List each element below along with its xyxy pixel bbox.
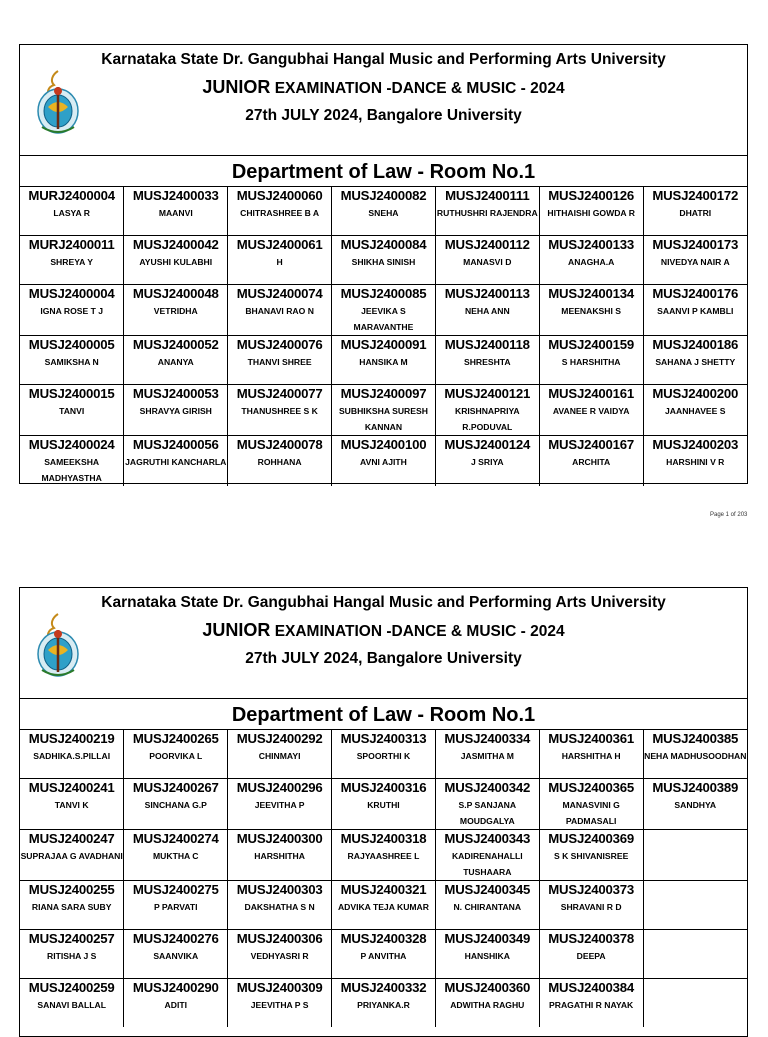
candidate-name: CHITRASHREE B A bbox=[240, 208, 320, 218]
seat-cell bbox=[20, 336, 124, 385]
candidate-name: TANVI K bbox=[54, 800, 89, 810]
candidate-name: LASYA R bbox=[53, 208, 90, 218]
registration-number: MUSJ2400082 bbox=[340, 188, 427, 203]
registration-number: MUSJ2400004 bbox=[28, 286, 115, 301]
exam-level: JUNIOR bbox=[202, 77, 271, 97]
page-header bbox=[20, 588, 747, 699]
seat-cell bbox=[20, 830, 124, 881]
seating-table bbox=[20, 730, 747, 1027]
registration-number: MUSJ2400241 bbox=[28, 780, 115, 795]
candidate-name: ANAGHA.A bbox=[567, 257, 615, 267]
registration-number: MUSJ2400384 bbox=[548, 980, 635, 995]
seat-cell bbox=[332, 236, 436, 285]
candidate-name: SUPRAJAA G AVADHANI bbox=[20, 851, 123, 861]
seat-cell bbox=[643, 830, 747, 881]
seat-cell bbox=[332, 881, 436, 930]
candidate-name: MUKTHA C bbox=[153, 851, 199, 861]
page-number: Page 1 of 203 bbox=[710, 512, 748, 518]
seat-cell bbox=[539, 730, 643, 779]
seat-cell bbox=[643, 436, 747, 487]
candidate-name: NIVEDYA NAIR A bbox=[660, 257, 730, 267]
candidate-name: S HARSHITHA bbox=[561, 357, 621, 367]
registration-number: MUSJ2400343 bbox=[444, 831, 531, 846]
candidate-name: S K SHIVANISREE bbox=[553, 851, 629, 861]
candidate-name: DHATRI bbox=[679, 208, 712, 218]
seat-cell bbox=[539, 285, 643, 336]
registration-number: MUSJ2400091 bbox=[340, 337, 427, 352]
exam-title-line bbox=[20, 77, 747, 98]
seat-cell bbox=[228, 436, 332, 487]
registration-number: MUSJ2400112 bbox=[444, 237, 530, 252]
candidate-name: SHRAVYA GIRISH bbox=[139, 406, 212, 416]
registration-number: MUSJ2400056 bbox=[132, 437, 219, 452]
registration-number: MUSJ2400276 bbox=[132, 931, 219, 946]
registration-number: MUSJ2400005 bbox=[28, 337, 115, 352]
registration-number: MUSJ2400134 bbox=[548, 286, 635, 301]
seat-cell bbox=[124, 285, 228, 336]
registration-number: MUSJ2400334 bbox=[444, 731, 531, 746]
seat-cell bbox=[124, 730, 228, 779]
seat-cell bbox=[228, 779, 332, 830]
registration-number: MUSJ2400306 bbox=[236, 931, 323, 946]
candidate-name: SHRESHTA bbox=[463, 357, 511, 367]
registration-number: MUSJ2400052 bbox=[132, 337, 219, 352]
registration-number: MUSJ2400296 bbox=[236, 780, 323, 795]
seat-cell bbox=[643, 930, 747, 979]
candidate-name: VEDHYASRI R bbox=[250, 951, 309, 961]
seat-cell bbox=[20, 881, 124, 930]
seat-cell bbox=[435, 830, 539, 881]
seat-cell bbox=[539, 881, 643, 930]
candidate-name: J SRIYA bbox=[470, 457, 504, 467]
seat-cell bbox=[20, 779, 124, 830]
registration-number: MUSJ2400318 bbox=[340, 831, 427, 846]
table-row bbox=[20, 187, 747, 236]
registration-number: MUSJ2400373 bbox=[548, 882, 635, 897]
registration-number: MUSJ2400360 bbox=[444, 980, 531, 995]
university-name: Karnataka State Dr. Gangubhai Hangal Music and Performing Arts University bbox=[101, 51, 666, 68]
seat-cell bbox=[20, 730, 124, 779]
seat-cell bbox=[20, 385, 124, 436]
exam-date-venue: 27th JULY 2024, Bangalore University bbox=[245, 650, 522, 667]
registration-number: MUSJ2400332 bbox=[340, 980, 427, 995]
registration-number: MUSJ2400200 bbox=[652, 386, 739, 401]
seat-cell bbox=[20, 436, 124, 487]
exam-title: EXAMINATION -DANCE & MUSIC - 2024 bbox=[274, 623, 565, 640]
exam-level: JUNIOR bbox=[202, 620, 271, 640]
candidate-name: ANANYA bbox=[157, 357, 194, 367]
seating-table bbox=[20, 187, 747, 486]
candidate-name: SAMIKSHA N bbox=[44, 357, 99, 367]
page-2 bbox=[19, 587, 748, 1037]
page-1 bbox=[19, 44, 748, 484]
seat-cell bbox=[435, 730, 539, 779]
seat-cell bbox=[643, 979, 747, 1028]
registration-number: MUSJ2400255 bbox=[28, 882, 115, 897]
registration-number: MUSJ2400257 bbox=[28, 931, 115, 946]
department-room-title: Department of Law - Room No.1 bbox=[20, 156, 747, 187]
registration-number: MUSJ2400369 bbox=[548, 831, 635, 846]
seat-cell bbox=[124, 830, 228, 881]
registration-number: MURJ2400011 bbox=[28, 237, 115, 252]
registration-number: MUSJ2400173 bbox=[652, 237, 739, 252]
registration-number: MUSJ2400061 bbox=[236, 237, 323, 252]
registration-number: MUSJ2400161 bbox=[548, 386, 635, 401]
seat-cell bbox=[228, 385, 332, 436]
candidate-name: H bbox=[276, 257, 283, 267]
registration-number: MUSJ2400048 bbox=[132, 286, 219, 301]
page-header bbox=[20, 45, 747, 156]
candidate-name: SHIKHA SINISH bbox=[351, 257, 416, 267]
candidate-name: NEHA MADHUSOODHAN bbox=[644, 751, 747, 761]
seat-cell bbox=[332, 385, 436, 436]
seat-cell bbox=[332, 436, 436, 487]
table-row bbox=[20, 830, 747, 881]
registration-number: MUSJ2400133 bbox=[548, 237, 635, 252]
registration-number: MUSJ2400077 bbox=[236, 386, 323, 401]
registration-number: MUSJ2400259 bbox=[28, 980, 115, 995]
seat-cell bbox=[435, 187, 539, 236]
registration-number: MUSJ2400292 bbox=[236, 731, 323, 746]
seat-cell bbox=[124, 187, 228, 236]
registration-number: MUSJ2400124 bbox=[444, 437, 531, 452]
candidate-name: RAJYAASHREE L bbox=[347, 851, 420, 861]
seat-cell bbox=[539, 336, 643, 385]
candidate-name: PRIYANKA.R bbox=[357, 1000, 410, 1010]
candidate-name: MANASVI D bbox=[463, 257, 512, 267]
table-row bbox=[20, 336, 747, 385]
candidate-name: ARCHITA bbox=[572, 457, 611, 467]
registration-number: MUSJ2400267 bbox=[132, 780, 219, 795]
seat-cell bbox=[124, 385, 228, 436]
seat-cell bbox=[20, 236, 124, 285]
candidate-name: MANASVINI G PADMASALI bbox=[562, 800, 620, 826]
seat-cell bbox=[124, 336, 228, 385]
candidate-name: SHREYA Y bbox=[50, 257, 93, 267]
registration-number: MUSJ2400247 bbox=[28, 831, 115, 846]
candidate-name: KRUTHI bbox=[367, 800, 400, 810]
registration-number: MUSJ2400309 bbox=[236, 980, 323, 995]
seat-cell bbox=[539, 385, 643, 436]
registration-number: MUSJ2400085 bbox=[340, 286, 427, 301]
registration-number: MUSJ2400385 bbox=[652, 731, 739, 746]
candidate-name: SNEHA bbox=[368, 208, 399, 218]
seat-cell bbox=[228, 930, 332, 979]
seat-cell bbox=[643, 336, 747, 385]
seat-cell bbox=[332, 830, 436, 881]
seat-cell bbox=[332, 930, 436, 979]
candidate-name: HITHAISHI GOWDA R bbox=[547, 208, 635, 218]
seat-cell bbox=[228, 730, 332, 779]
seat-cell bbox=[643, 730, 747, 779]
candidate-name: ROHHANA bbox=[257, 457, 302, 467]
table-row bbox=[20, 730, 747, 779]
registration-number: MUSJ2400084 bbox=[340, 237, 427, 252]
registration-number: MUSJ2400118 bbox=[444, 337, 530, 352]
registration-number: MUSJ2400321 bbox=[340, 882, 427, 897]
candidate-name: HARSHINI V R bbox=[666, 457, 725, 467]
candidate-name: JASMITHA M bbox=[460, 751, 514, 761]
candidate-name: P ANVITHA bbox=[360, 951, 407, 961]
seat-cell bbox=[435, 979, 539, 1028]
candidate-name: MEENAKSHI S bbox=[561, 306, 621, 316]
seat-cell bbox=[228, 881, 332, 930]
candidate-name: SAANVI P KAMBLI bbox=[657, 306, 734, 316]
registration-number: MUSJ2400060 bbox=[236, 188, 323, 203]
registration-number: MUSJ2400078 bbox=[236, 437, 323, 452]
registration-number: MUSJ2400033 bbox=[132, 188, 219, 203]
registration-number: MUSJ2400378 bbox=[548, 931, 635, 946]
exam-title: EXAMINATION -DANCE & MUSIC - 2024 bbox=[274, 80, 565, 97]
candidate-name: TANVI bbox=[59, 406, 85, 416]
seat-cell bbox=[435, 779, 539, 830]
candidate-name: SAMEEKSHA MADHYASTHA bbox=[41, 457, 102, 483]
candidate-name: POORVIKA L bbox=[149, 751, 203, 761]
table-row bbox=[20, 236, 747, 285]
registration-number: MUSJ2400126 bbox=[548, 188, 635, 203]
seat-cell bbox=[20, 285, 124, 336]
seat-cell bbox=[124, 779, 228, 830]
seat-cell bbox=[124, 236, 228, 285]
seat-cell bbox=[643, 881, 747, 930]
registration-number: MUSJ2400186 bbox=[652, 337, 739, 352]
table-row bbox=[20, 385, 747, 436]
table-row bbox=[20, 285, 747, 336]
candidate-name: SADHIKA.S.PILLAI bbox=[33, 751, 111, 761]
seat-cell bbox=[643, 779, 747, 830]
seat-cell bbox=[228, 187, 332, 236]
registration-number: MUSJ2400275 bbox=[132, 882, 219, 897]
candidate-name: ADWITHA RAGHU bbox=[450, 1000, 525, 1010]
candidate-name: DAKSHATHA S N bbox=[244, 902, 315, 912]
candidate-name: HARSHITHA bbox=[254, 851, 305, 861]
registration-number: MUSJ2400303 bbox=[236, 882, 323, 897]
candidate-name: HARSHITHA H bbox=[561, 751, 621, 761]
seat-cell bbox=[332, 187, 436, 236]
registration-number: MUSJ2400365 bbox=[548, 780, 635, 795]
registration-number: MUSJ2400265 bbox=[132, 731, 219, 746]
seat-cell bbox=[228, 336, 332, 385]
candidate-name: PRAGATHI R NAYAK bbox=[549, 1000, 634, 1010]
candidate-name: NEHA ANN bbox=[464, 306, 510, 316]
registration-number: MUSJ2400074 bbox=[236, 286, 323, 301]
exam-date-venue: 27th JULY 2024, Bangalore University bbox=[245, 107, 522, 124]
registration-number: MUSJ2400176 bbox=[652, 286, 739, 301]
seat-cell bbox=[435, 236, 539, 285]
candidate-name: KRISHNAPRIYA R.PODUVAL bbox=[454, 406, 520, 432]
registration-number: MUSJ2400345 bbox=[444, 882, 531, 897]
table-row bbox=[20, 436, 747, 487]
seat-cell bbox=[539, 830, 643, 881]
registration-number: MUSJ2400274 bbox=[132, 831, 219, 846]
candidate-name: SINCHANA G.P bbox=[144, 800, 207, 810]
seat-cell bbox=[228, 979, 332, 1028]
candidate-name: P PARVATI bbox=[153, 902, 198, 912]
registration-number: MUSJ2400349 bbox=[444, 931, 531, 946]
candidate-name: CHINMAYI bbox=[258, 751, 301, 761]
candidate-name: AVNI AJITH bbox=[360, 457, 407, 467]
table-row bbox=[20, 979, 747, 1028]
candidate-name: MAANVI bbox=[158, 208, 193, 218]
exam-title-line bbox=[20, 620, 747, 641]
candidate-name: DEEPA bbox=[576, 951, 606, 961]
department-room-title: Department of Law - Room No.1 bbox=[20, 699, 747, 730]
registration-number: MUSJ2400389 bbox=[652, 780, 739, 795]
registration-number: MUSJ2400219 bbox=[28, 731, 115, 746]
registration-number: MURJ2400004 bbox=[28, 188, 115, 203]
registration-number: MUSJ2400290 bbox=[132, 980, 219, 995]
registration-number: MUSJ2400159 bbox=[548, 337, 635, 352]
seat-cell bbox=[643, 236, 747, 285]
candidate-name: ADITI bbox=[164, 1000, 187, 1010]
seat-cell bbox=[435, 336, 539, 385]
candidate-name: SANAVI BALLAL bbox=[37, 1000, 106, 1010]
university-name: Karnataka State Dr. Gangubhai Hangal Music and Performing Arts University bbox=[101, 594, 666, 611]
seat-cell bbox=[539, 436, 643, 487]
candidate-name: AVANEE R VAIDYA bbox=[552, 406, 630, 416]
candidate-name: SAHANA J SHETTY bbox=[655, 357, 736, 367]
candidate-name: SPOORTHI K bbox=[356, 751, 411, 761]
registration-number: MUSJ2400015 bbox=[28, 386, 115, 401]
seat-cell bbox=[539, 930, 643, 979]
registration-number: MUSJ2400053 bbox=[132, 386, 219, 401]
candidate-name: RUTHUSHRI RAJENDRA bbox=[436, 208, 538, 218]
registration-number: MUSJ2400121 bbox=[444, 386, 531, 401]
candidate-name: S.P SANJANA MOUDGALYA bbox=[458, 800, 517, 826]
registration-number: MUSJ2400113 bbox=[444, 286, 530, 301]
seat-cell bbox=[435, 930, 539, 979]
seat-cell bbox=[539, 979, 643, 1028]
candidate-name: SHRAVANI R D bbox=[560, 902, 622, 912]
candidate-name: THANUSHREE S K bbox=[241, 406, 318, 416]
registration-number: MUSJ2400111 bbox=[445, 188, 530, 203]
candidate-name: HANSIKA M bbox=[359, 357, 408, 367]
table-row bbox=[20, 881, 747, 930]
candidate-name: JAANHAVEE S bbox=[665, 406, 726, 416]
seat-cell bbox=[435, 436, 539, 487]
candidate-name: THANVI SHREE bbox=[247, 357, 312, 367]
seat-cell bbox=[332, 730, 436, 779]
candidate-name: IGNA ROSE T J bbox=[40, 306, 104, 316]
seat-cell bbox=[332, 979, 436, 1028]
registration-number: MUSJ2400097 bbox=[340, 386, 427, 401]
registration-number: MUSJ2400300 bbox=[236, 831, 323, 846]
seat-cell bbox=[332, 285, 436, 336]
candidate-name: KADIRENAHALLI TUSHAARA bbox=[451, 851, 523, 877]
registration-number: MUSJ2400167 bbox=[548, 437, 635, 452]
candidate-name: AYUSHI KULABHI bbox=[139, 257, 213, 267]
registration-number: MUSJ2400361 bbox=[548, 731, 635, 746]
seat-cell bbox=[643, 385, 747, 436]
table-row bbox=[20, 930, 747, 979]
candidate-name: SUBHIKSHA SURESH KANNAN bbox=[338, 406, 428, 432]
registration-number: MUSJ2400342 bbox=[444, 780, 531, 795]
seat-cell bbox=[332, 336, 436, 385]
seat-cell bbox=[539, 187, 643, 236]
seat-cell bbox=[228, 236, 332, 285]
seat-cell bbox=[539, 236, 643, 285]
seat-cell bbox=[435, 881, 539, 930]
seat-cell bbox=[20, 187, 124, 236]
candidate-name: JEEVITHA P bbox=[254, 800, 305, 810]
seat-cell bbox=[643, 187, 747, 236]
registration-number: MUSJ2400172 bbox=[652, 188, 739, 203]
registration-number: MUSJ2400316 bbox=[340, 780, 427, 795]
seat-cell bbox=[332, 779, 436, 830]
registration-number: MUSJ2400313 bbox=[340, 731, 427, 746]
candidate-name: RIANA SARA SUBY bbox=[31, 902, 112, 912]
registration-number: MUSJ2400076 bbox=[236, 337, 323, 352]
candidate-name: JAGRUTHI KANCHARLA bbox=[125, 457, 227, 467]
seat-cell bbox=[124, 881, 228, 930]
candidate-name: BHANAVI RAO N bbox=[245, 306, 314, 316]
candidate-name: VETRIDHA bbox=[153, 306, 198, 316]
candidate-name: HANSHIKA bbox=[464, 951, 510, 961]
candidate-name: N. CHIRANTANA bbox=[453, 902, 522, 912]
seat-cell bbox=[20, 979, 124, 1028]
candidate-name: JEEVITHA P S bbox=[250, 1000, 309, 1010]
seat-cell bbox=[435, 285, 539, 336]
registration-number: MUSJ2400042 bbox=[132, 237, 219, 252]
seat-cell bbox=[124, 436, 228, 487]
candidate-name: JEEVIKA S MARAVANTHE bbox=[353, 306, 414, 332]
seat-cell bbox=[124, 930, 228, 979]
seat-cell bbox=[20, 930, 124, 979]
registration-number: MUSJ2400100 bbox=[340, 437, 427, 452]
seat-cell bbox=[643, 285, 747, 336]
seat-cell bbox=[228, 830, 332, 881]
seat-cell bbox=[124, 979, 228, 1028]
seat-cell bbox=[539, 779, 643, 830]
candidate-name: RITISHA J S bbox=[47, 951, 97, 961]
candidate-name: ADVIKA TEJA KUMAR bbox=[337, 902, 429, 912]
table-row bbox=[20, 779, 747, 830]
registration-number: MUSJ2400203 bbox=[652, 437, 739, 452]
candidate-name: SAANVIKA bbox=[153, 951, 199, 961]
seat-cell bbox=[228, 285, 332, 336]
seat-cell bbox=[435, 385, 539, 436]
registration-number: MUSJ2400328 bbox=[340, 931, 427, 946]
registration-number: MUSJ2400024 bbox=[28, 437, 115, 452]
candidate-name: SANDHYA bbox=[674, 800, 717, 810]
